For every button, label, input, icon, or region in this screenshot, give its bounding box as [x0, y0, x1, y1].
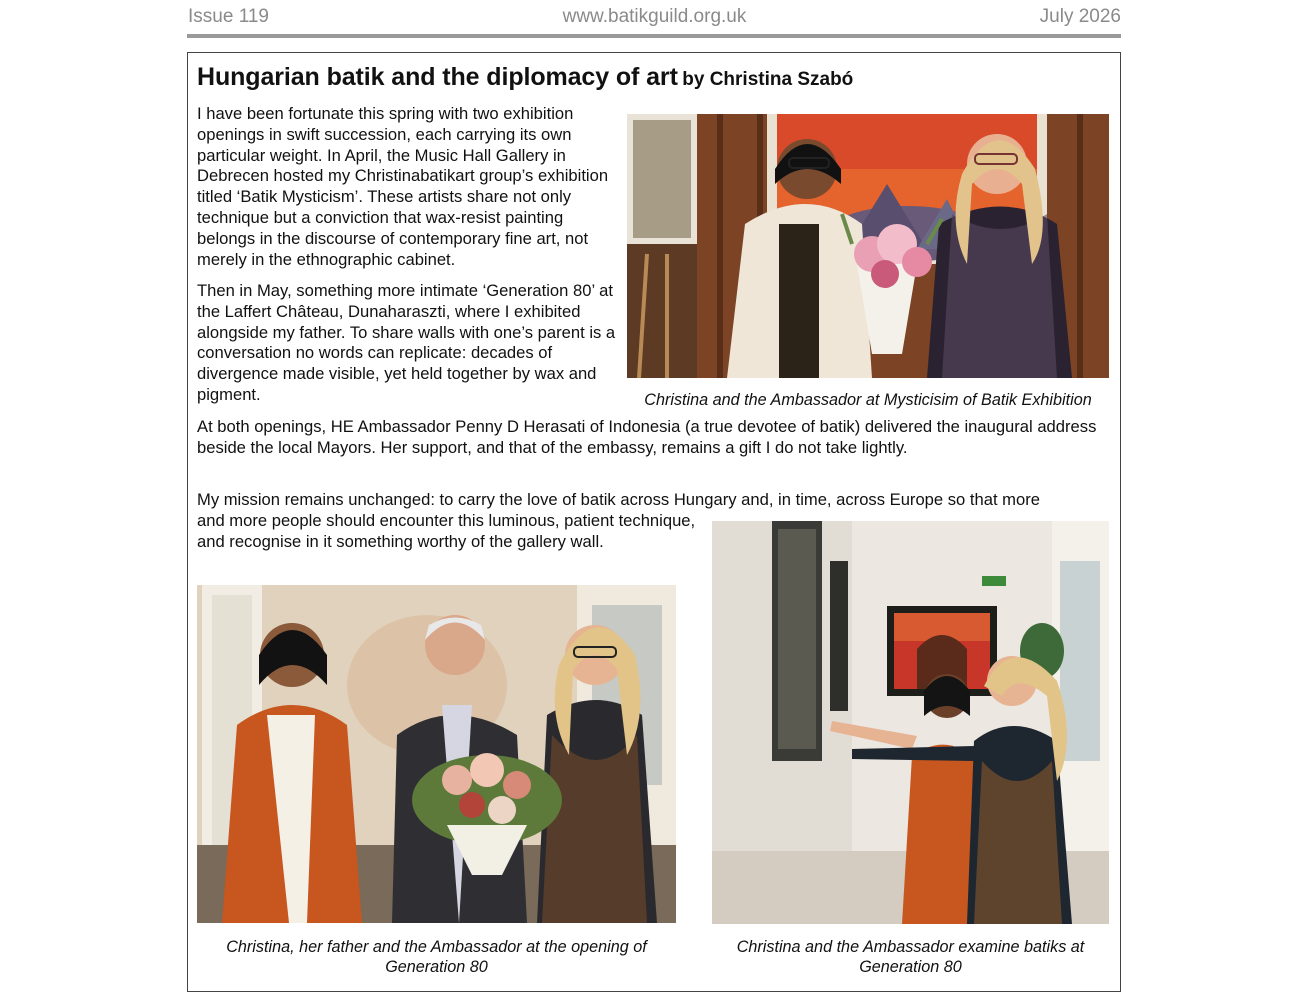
running-header — [188, 6, 1121, 28]
caption-photo-3: Christina and the Ambassador examine batiks at Generation 80 — [736, 938, 1085, 976]
issue-date: July 2026 — [1039, 6, 1121, 27]
article-title — [197, 63, 853, 92]
caption-photo-2: Christina, her father and the Ambassador at the opening of Generation 80 — [226, 938, 647, 976]
issue-number: Issue 119 — [188, 6, 269, 27]
photo-father-ambassador — [197, 585, 676, 923]
paragraph-generation-80: Then in May, something more intimate ‘Generation 80’ at the Laffert Château, Dunaharaszti, where I exhibited alongside my father. To share walls with one’s parent is a conversation no words can replicate: decades of divergence made visible, yet held together by wax and pigment. — [197, 281, 616, 404]
caption-photo-1: Christina and the Ambassador at Mysticisim of Batik Exhibition — [644, 391, 1092, 409]
byline: by Christina Szabó — [682, 69, 854, 90]
website-url[interactable]: www.batikguild.org.uk — [562, 6, 747, 27]
paragraph-mission-line1: My mission remains unchanged: to carry the love of batik across Hungary and, in time, across Europe so that more — [197, 490, 1040, 509]
paragraph-ambassador: At both openings, HE Ambassador Penny D Herasati of Indonesia (a true devotee of batik) delivered the inaugural address beside the local Mayors. Her support, and that of the embassy, remains a gift I do not take lightly. — [197, 417, 1097, 457]
photo-examining-batiks — [712, 521, 1109, 924]
photo-ambassador-bouquet — [627, 114, 1109, 378]
header-rule — [187, 34, 1121, 38]
headline: Hungarian batik and the diplomacy of art — [197, 63, 678, 91]
paragraph-mission-rest: and more people should encounter this luminous, patient technique, and recognise in it something worthy of the gallery wall. — [197, 511, 696, 551]
paragraph-intro: I have been fortunate this spring with two exhibition openings in swift succession, each carrying its own particular weight. In April, the Music Hall Gallery in Debrecen hosted my Christinabatikart group’s exhibition titled ‘Batik Mysticism’. These artists share not only technique but a conviction that wax-resist painting belongs in the discourse of contemporary fine art, not merely in the ethnographic cabinet. — [197, 104, 609, 269]
